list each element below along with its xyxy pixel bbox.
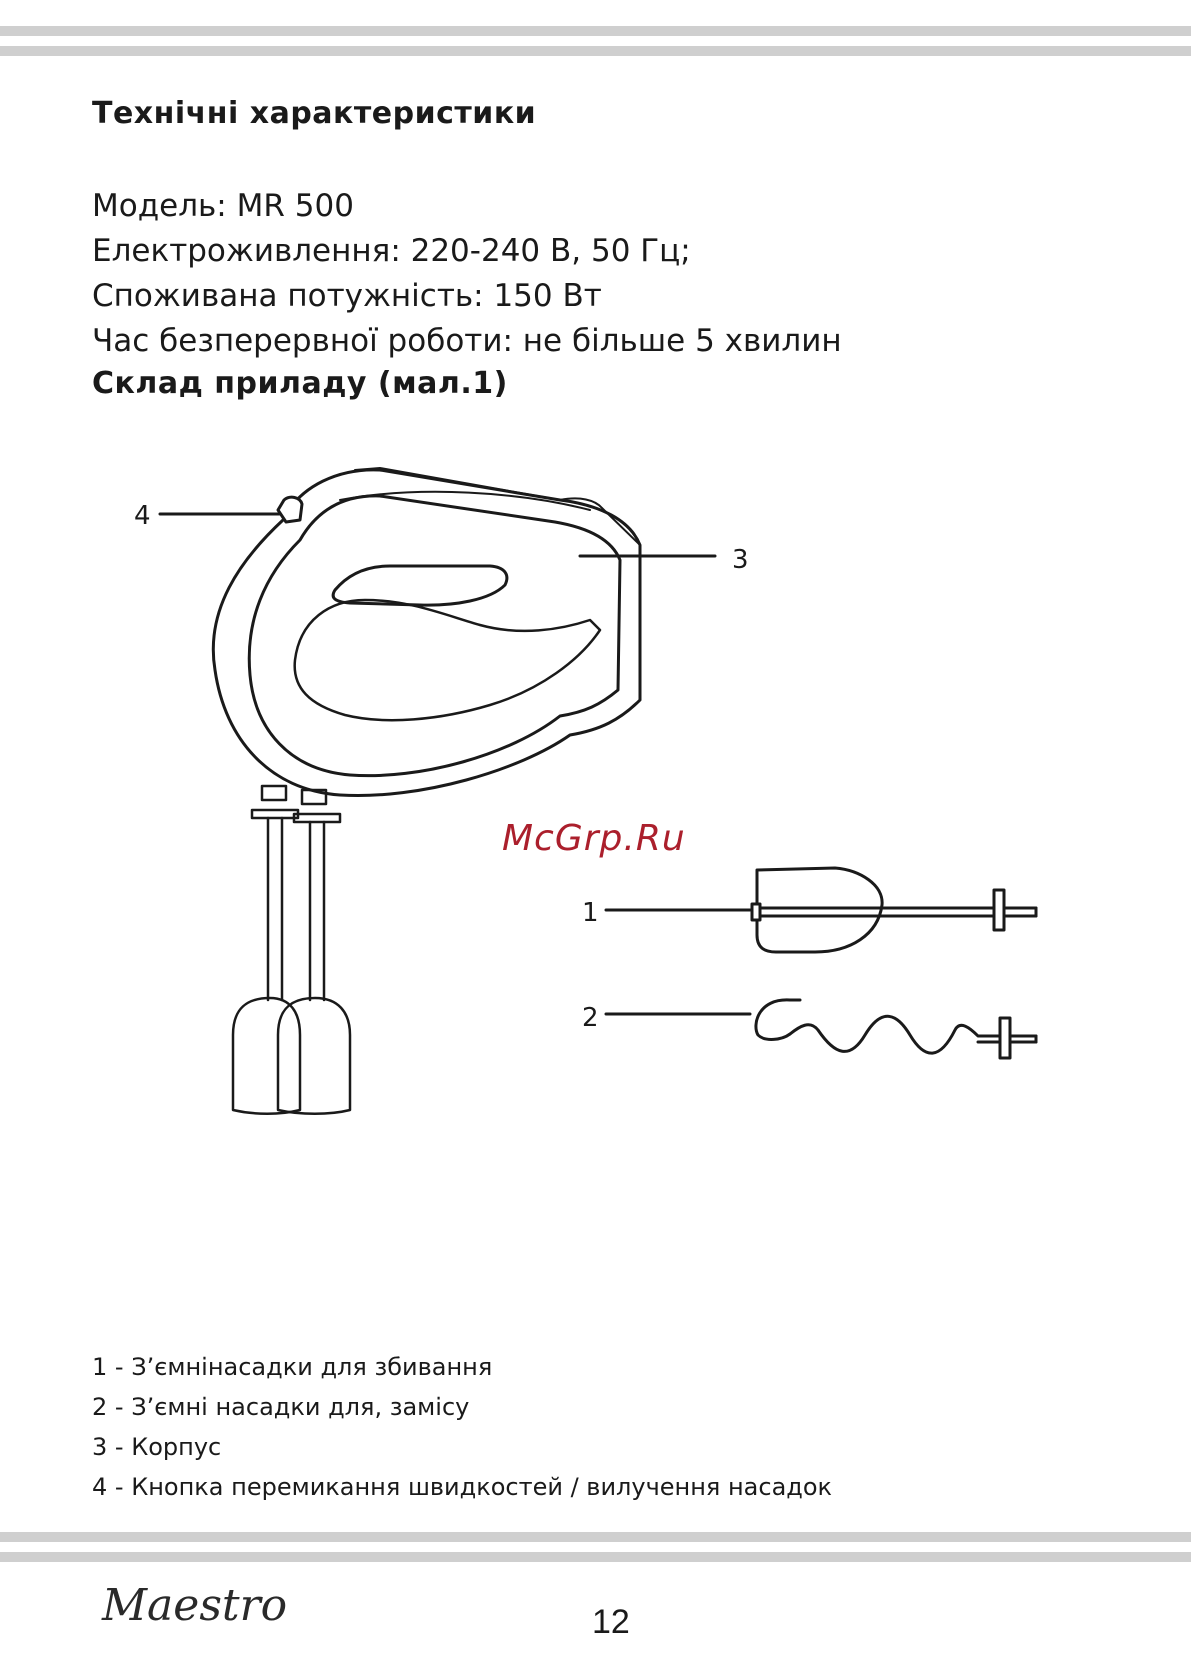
whisk-attachment bbox=[752, 868, 1036, 952]
bottom-rule-2 bbox=[0, 1552, 1191, 1562]
callout-4: 4 bbox=[134, 501, 151, 531]
section-title: Технічні характеристики bbox=[92, 96, 537, 131]
spec-operation-time: Час безперервної роботи: не більше 5 хвилин bbox=[92, 323, 842, 359]
legend-item-1: 1 - З’ємнінасадки для збивання bbox=[92, 1353, 493, 1381]
brand-logo: Maestro bbox=[102, 1580, 288, 1631]
mixer-body bbox=[213, 468, 640, 796]
callout-2: 2 bbox=[582, 1003, 599, 1033]
spec-model: Модель: MR 500 bbox=[92, 188, 354, 224]
spec-power-consumption: Споживана потужність: 150 Вт bbox=[92, 278, 602, 314]
dough-hook-attachment bbox=[756, 1000, 1036, 1058]
legend-item-4: 4 - Кнопка перемикання швидкостей / вилучення насадок bbox=[92, 1473, 833, 1501]
spec-power-supply: Електроживлення: 220-240 В, 50 Гц; bbox=[92, 233, 691, 269]
speed-button bbox=[278, 497, 302, 522]
legend-item-2: 2 - З’ємні насадки для, замісу bbox=[92, 1393, 470, 1421]
watermark: McGrp.Ru bbox=[502, 818, 686, 859]
legend-item-3: 3 - Корпус bbox=[92, 1433, 222, 1461]
bottom-rule-1 bbox=[0, 1532, 1191, 1542]
composition-title: Склад приладу (мал.1) bbox=[92, 366, 508, 401]
callout-3: 3 bbox=[732, 545, 749, 575]
attached-beaters bbox=[233, 786, 350, 1114]
callout-1: 1 bbox=[582, 898, 599, 928]
page-number: 12 bbox=[592, 1603, 630, 1641]
